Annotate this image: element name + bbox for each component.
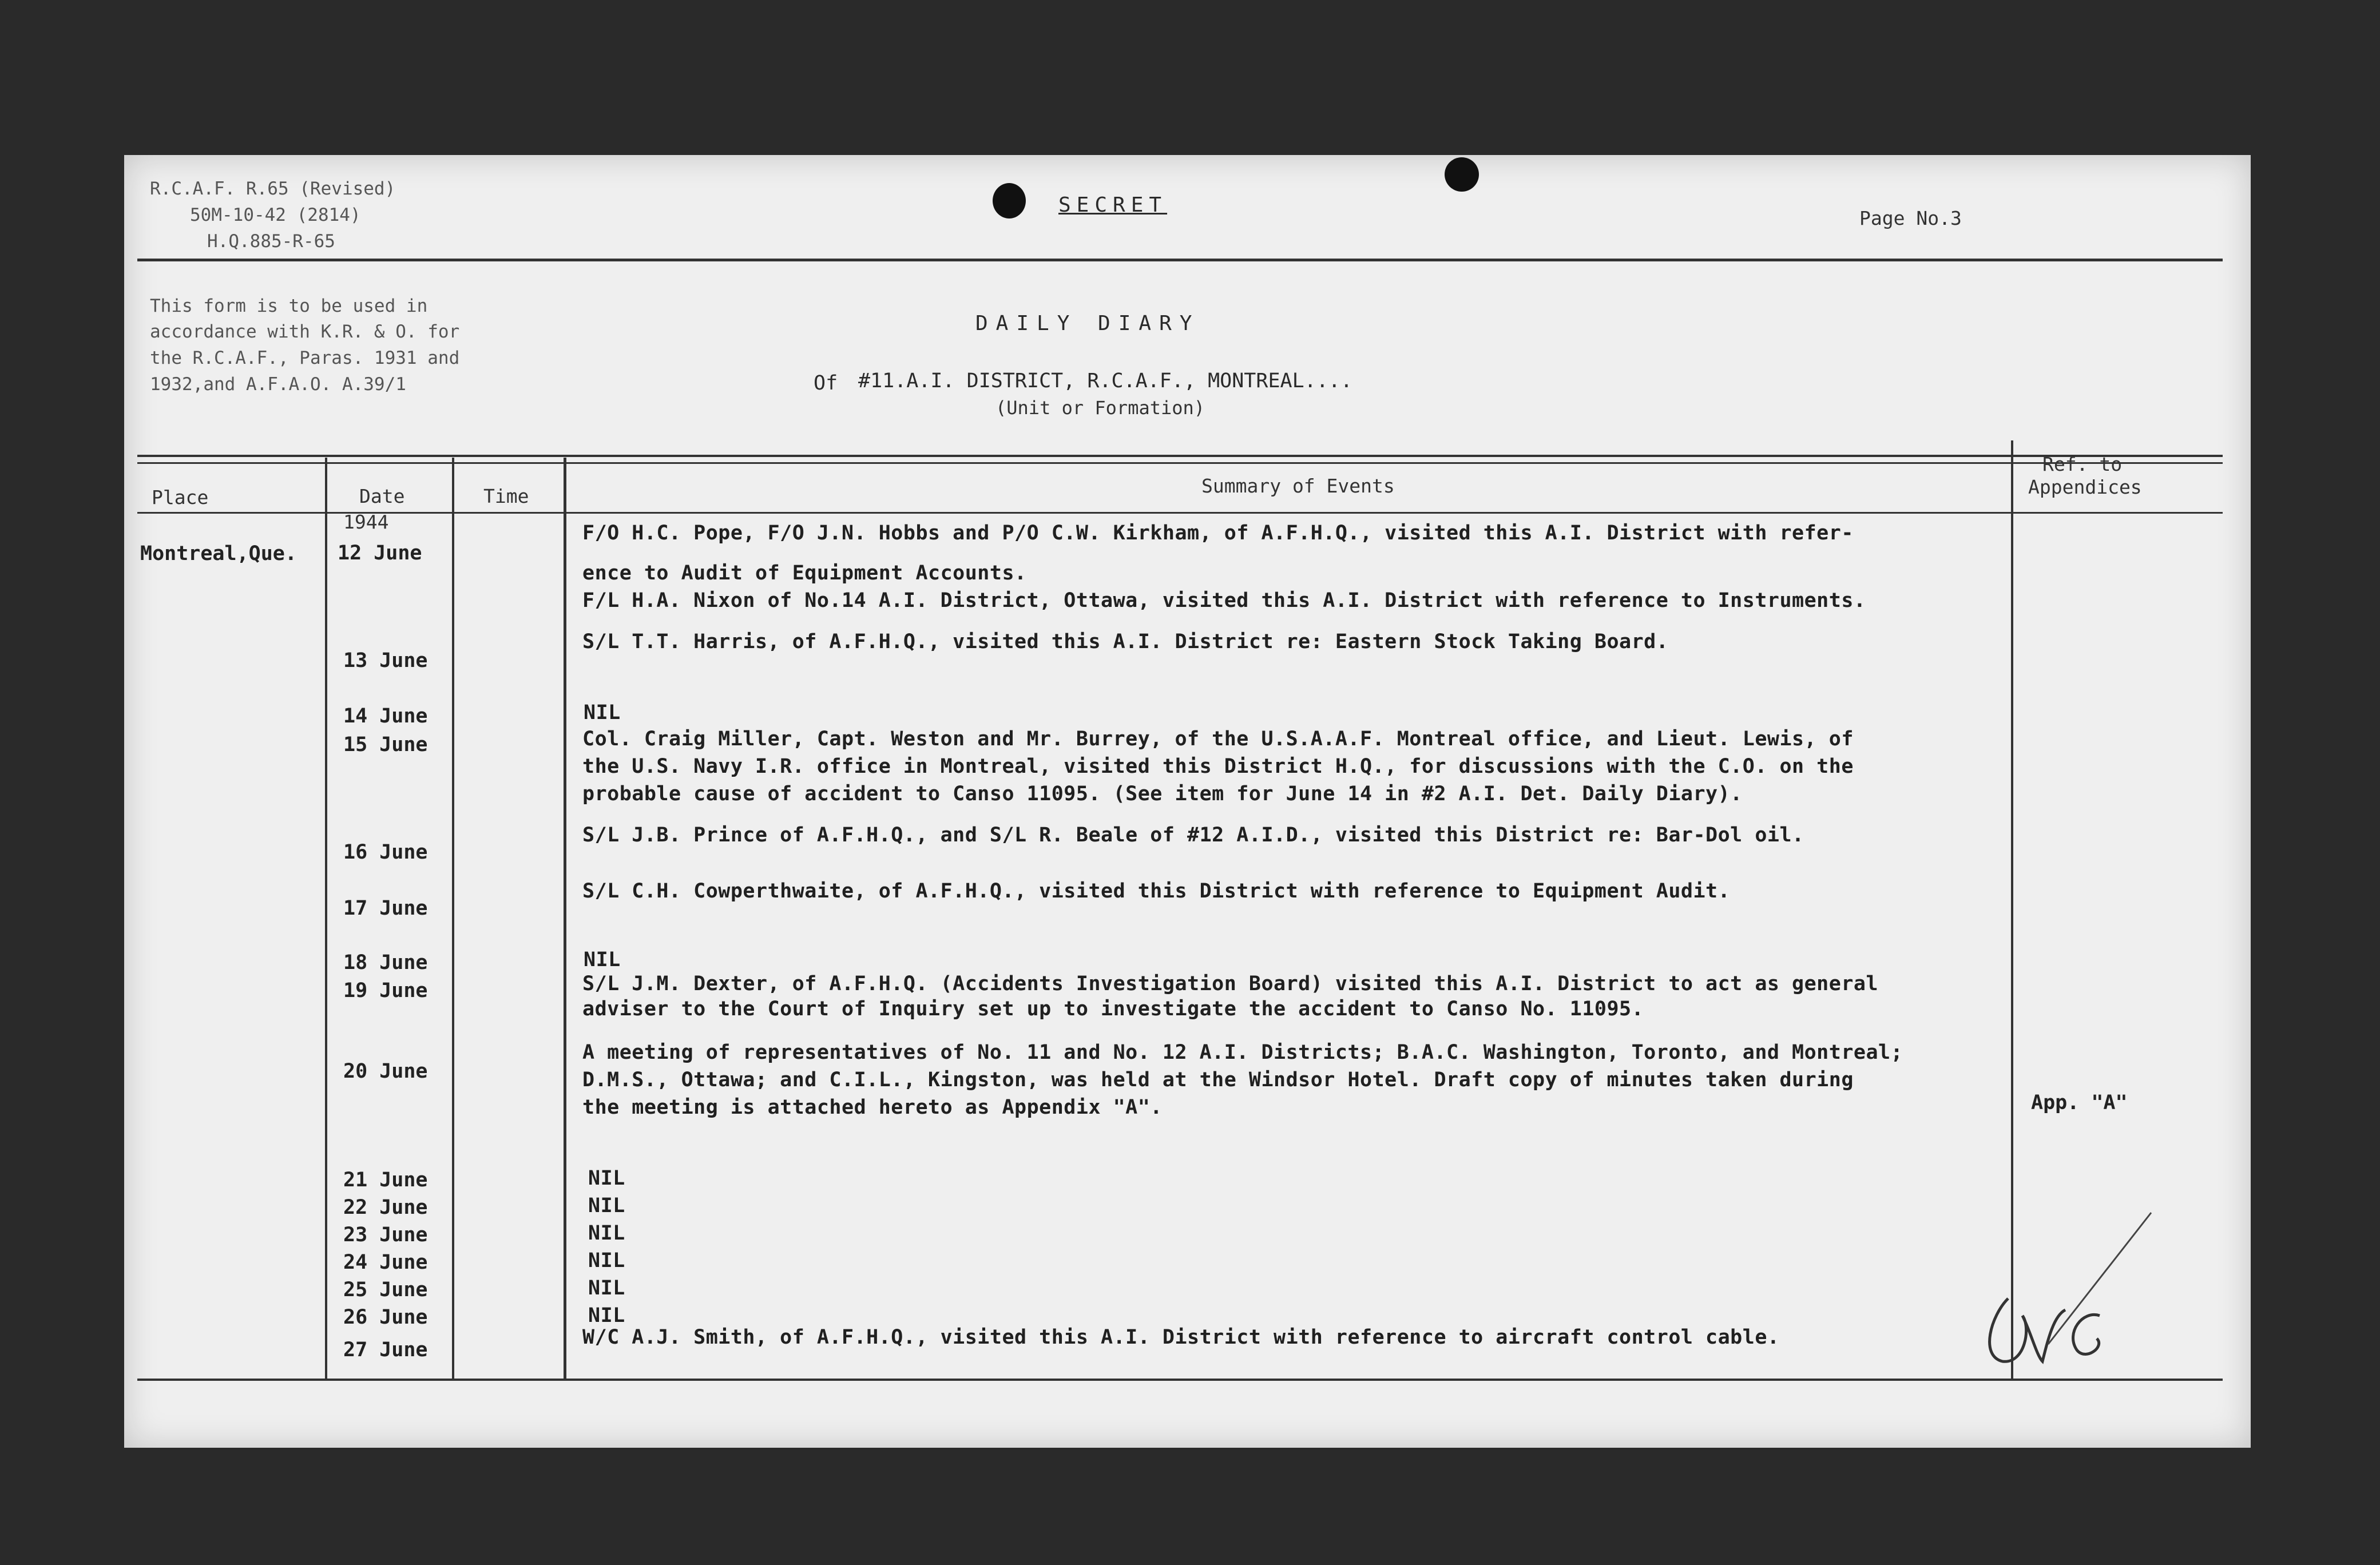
event-line: NIL <box>588 1304 625 1327</box>
event-line: NIL <box>584 948 621 971</box>
event-line: NIL <box>588 1277 625 1300</box>
unit-caption: (Unit or Formation) <box>995 397 1205 419</box>
event-line: S/L J.B. Prince of A.F.H.Q., and S/L R. Beale of #12 A.I.D., visited this District re: Bar-Dol oil. <box>582 824 1804 847</box>
form-instructions-line2: accordance with K.R. & O. for <box>150 321 460 342</box>
event-line: Col. Craig Miller, Capt. Weston and Mr. Burrey, of the U.S.A.A.F. Montreal office, and Lieut. Lewis, of <box>582 728 1854 750</box>
event-line: NIL <box>588 1222 625 1245</box>
event-line: NIL <box>588 1249 625 1272</box>
date-15-june: 15 June <box>343 733 428 756</box>
date-14-june: 14 June <box>343 705 428 728</box>
date-24-june: 24 June <box>343 1251 428 1274</box>
date-12-june: 12 June <box>338 542 422 565</box>
event-line: the meeting is attached hereto as Appendix "A". <box>582 1096 1163 1119</box>
punch-hole-left <box>993 183 1026 219</box>
event-line: probable cause of accident to Canso 11095. (See item for June 14 in #2 A.I. Det. Daily Diary). <box>582 783 1743 805</box>
date-25-june: 25 June <box>343 1278 428 1301</box>
place-cell: Montreal,Que. <box>140 542 297 565</box>
date-17-june: 17 June <box>343 897 428 920</box>
date-27-june: 27 June <box>343 1338 428 1361</box>
column-header-ref-line2: Appendices <box>2028 476 2142 498</box>
event-line: F/O H.C. Pope, F/O J.N. Hobbs and P/O C.W. Kirkham, of A.F.H.Q., visited this A.I. District with refer- <box>582 522 1854 545</box>
event-line: NIL <box>588 1194 625 1217</box>
form-reference-line1: R.C.A.F. R.65 (Revised) <box>150 178 396 199</box>
date-26-june: 26 June <box>343 1306 428 1329</box>
column-header-year: 1944 <box>343 511 389 533</box>
date-20-june: 20 June <box>343 1060 428 1083</box>
event-line: NIL <box>584 701 621 724</box>
form-instructions-line4: 1932,and A.F.A.O. A.39/1 <box>150 374 406 395</box>
date-16-june: 16 June <box>343 841 428 864</box>
table-top-rule <box>137 455 2223 457</box>
event-line: A meeting of representatives of No. 11 and No. 12 A.I. Districts; B.A.C. Washington, Toronto, and Montreal; <box>582 1041 1903 1064</box>
handwritten-initials <box>1968 1201 2157 1373</box>
form-instructions-line1: This form is to be used in <box>150 296 428 316</box>
table-bottom-rule <box>137 1379 2223 1381</box>
table-top-rule-2 <box>137 462 2223 464</box>
event-line: W/C A.J. Smith, of A.F.H.Q., visited this A.I. District with reference to aircraft control cable. <box>582 1326 1780 1349</box>
event-line: adviser to the Court of Inquiry set up to investigate the accident to Canso No. 11095. <box>582 998 1644 1020</box>
document-title: DAILY DIARY <box>975 312 1200 335</box>
table-header-rule <box>137 512 2223 514</box>
column-divider-time <box>564 458 566 1380</box>
event-line: S/L J.M. Dexter, of A.F.H.Q. (Accidents Investigation Board) visited this A.I. District to act as general <box>582 972 1879 995</box>
date-19-june: 19 June <box>343 979 428 1002</box>
column-header-ref-line1: Ref. to <box>2042 453 2123 475</box>
event-line: ence to Audit of Equipment Accounts. <box>582 562 1027 585</box>
date-22-june: 22 June <box>343 1196 428 1219</box>
event-line: F/L H.A. Nixon of No.14 A.I. District, Ottawa, visited this A.I. District with reference to Instruments. <box>582 589 1866 612</box>
column-divider-date <box>452 458 454 1380</box>
column-header-time: Time <box>483 485 529 507</box>
punch-hole-right <box>1445 157 1479 192</box>
date-13-june: 13 June <box>343 649 428 672</box>
form-reference-line2: 50M-10-42 (2814) <box>190 205 361 225</box>
header-rule <box>137 259 2223 261</box>
unit-name: #11.A.I. DISTRICT, R.C.A.F., MONTREAL.... <box>858 370 1352 392</box>
date-18-june: 18 June <box>343 951 428 974</box>
event-line: D.M.S., Ottawa; and C.I.L., Kingston, was held at the Windsor Hotel. Draft copy of minutes taken during <box>582 1069 1854 1091</box>
classification-marking: SECRET <box>1058 193 1168 217</box>
event-line: S/L C.H. Cowperthwaite, of A.F.H.Q., visited this District with reference to Equipment Audit. <box>582 880 1731 903</box>
form-reference-line3: H.Q.885-R-65 <box>207 231 335 252</box>
event-line: NIL <box>588 1167 625 1190</box>
event-line: S/L T.T. Harris, of A.F.H.Q., visited this A.I. District re: Eastern Stock Taking Board. <box>582 630 1669 653</box>
date-21-june: 21 June <box>343 1169 428 1191</box>
page-number: Page No.3 <box>1859 207 1962 229</box>
column-header-summary: Summary of Events <box>1201 475 1395 497</box>
column-divider-place <box>325 458 327 1380</box>
unit-prefix: Of <box>814 372 838 395</box>
column-header-date: Date <box>359 485 405 507</box>
form-instructions-line3: the R.C.A.F., Paras. 1931 and <box>150 348 460 368</box>
event-line: the U.S. Navy I.R. office in Montreal, visited this District H.Q., for discussions with the C.O. on the <box>582 755 1854 778</box>
appendix-reference: App. "A" <box>2031 1091 2128 1114</box>
column-header-place: Place <box>152 486 209 509</box>
date-23-june: 23 June <box>343 1224 428 1246</box>
